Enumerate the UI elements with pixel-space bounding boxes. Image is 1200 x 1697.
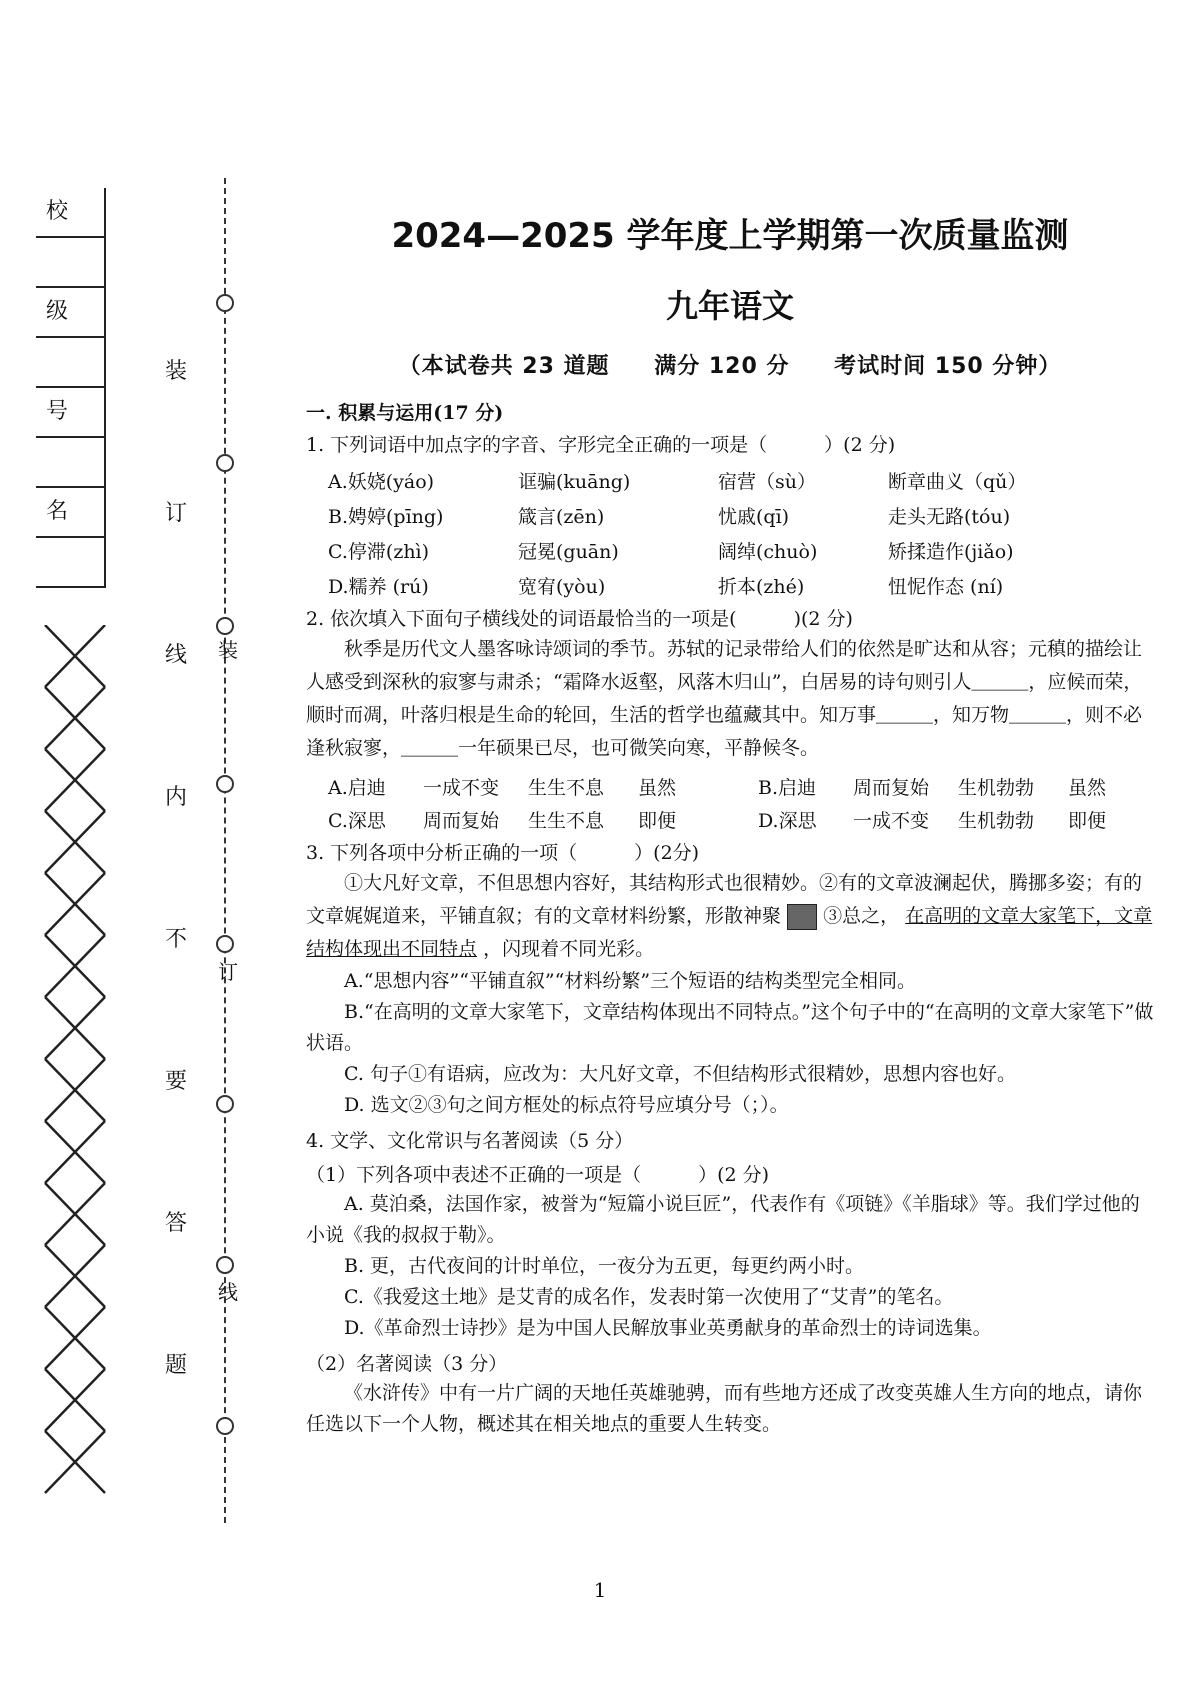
info-blank-cell <box>36 438 104 488</box>
question-1-options <box>328 467 1154 599</box>
student-info-table <box>36 188 106 588</box>
question-2-options <box>328 773 1154 833</box>
q3-underlined-sentence: 在高明的文章大家笔下，文章结构体现出不同特点 <box>306 905 1153 960</box>
exam-info <box>306 349 1154 380</box>
binding-dashed-line <box>224 178 226 1523</box>
question-2-stem: 2. 依次填入下面句子横线处的词语最恰当的一项是( )(2 分) <box>306 608 853 630</box>
binding-word: 题 <box>165 1353 188 1378</box>
q2-option: 虽然 <box>1068 777 1107 799</box>
info-blank-cell <box>36 538 104 588</box>
binding-hole-circle <box>216 935 234 953</box>
q1-option: 矫揉造作(jiǎo) <box>888 541 1014 563</box>
q2-option: B.启迪 <box>758 777 817 799</box>
binding-word: 答 <box>165 1211 188 1236</box>
q2-option: 生机勃勃 <box>958 810 1035 832</box>
q2-option: 一成不变 <box>423 777 500 799</box>
q1-option: 阔绰(chuò) <box>718 541 818 563</box>
q4-option-a: A. 莫泊桑，法国作家，被誉为“短篇小说巨匠”，代表作有《项链》《羊脂球》等。我们学过他的小说《我的叔叔于勒》。 <box>306 1193 1140 1246</box>
question-4-sub1: （1）下列各项中表述不正确的一项是（ ）(2 分) <box>306 1164 770 1186</box>
q2-option: 周而复始 <box>423 810 500 832</box>
info-blank-cell <box>36 238 104 288</box>
q3-passage-part: ③总之， <box>823 905 900 927</box>
q3-option-c: C. 句子①有语病，应改为：大凡好文章，不但结构形式很精妙，思想内容也好。 <box>344 1063 1016 1085</box>
q2-option: 即便 <box>638 810 677 832</box>
binding-word: 订 <box>165 501 188 526</box>
q3-option-d: D. 选文②③句之间方框处的标点符号应填分号（；）。 <box>344 1094 789 1116</box>
binding-hole-circle <box>216 1095 234 1113</box>
q2-option: 生生不息 <box>528 810 605 832</box>
q2-option: D.深思 <box>758 810 817 832</box>
q2-option: 虽然 <box>638 777 677 799</box>
punctuation-blank-box <box>787 904 817 930</box>
binding-crosshatch-pattern <box>40 625 110 1505</box>
binding-hole-circle <box>216 294 234 312</box>
binding-word: 装 <box>165 359 188 384</box>
question-3-stem: 3. 下列各项中分析正确的一项（ ）(2分) <box>306 842 700 864</box>
binding-hole-circle <box>216 1417 234 1435</box>
q2-option: 即便 <box>1068 810 1107 832</box>
info-blank-cell <box>36 338 104 388</box>
exam-content <box>306 208 1154 1440</box>
binding-word: 内 <box>165 785 188 810</box>
q3-option-b: B.“在高明的文章大家笔下，文章结构体现出不同特点。”这个句子中的“在高明的文章大家笔下”做状语。 <box>306 1001 1154 1054</box>
q1-option: 忧戚(qī) <box>718 506 790 528</box>
exam-time-limit: 考试时间 150 分钟） <box>834 354 1062 379</box>
q1-option: B.娉婷(pīng) <box>328 506 444 528</box>
page-number: 1 <box>593 1578 607 1602</box>
binding-word: 不 <box>165 927 188 952</box>
exam-subject: 九年语文 <box>665 287 794 325</box>
binding-word: 线 <box>165 643 188 668</box>
q4-sub2-text: 《水浒传》中有一片广阔的天地任英雄驰骋，而有些地方还成了改变英雄人生方向的地点，请你任选以下一个人物，概述其在相关地点的重要人生转变。 <box>306 1382 1143 1435</box>
question-4-stem: 4. 文学、文化常识与名著阅读（5 分） <box>306 1130 634 1152</box>
q3-passage-part: ，闪现着不同光彩。 <box>483 938 655 960</box>
q1-option: 箴言(zēn) <box>518 506 605 528</box>
info-name-label: 名 <box>36 488 104 538</box>
q3-option-a: A.“思想内容”“平铺直叙”“材料纷繁”三个短语的结构类型完全相同。 <box>344 970 917 992</box>
q1-option: 宿营（sù） <box>718 471 816 493</box>
q1-option: 诓骗(kuāng) <box>518 471 631 493</box>
question-2-passage: 秋季是历代文人墨客咏诗颂词的季节。苏轼的记录带给人们的依然是旷达和从容；元稹的描绘让人感受到深秋的寂寥与肃杀；“霜降水返壑，风落木归山”，白居易的诗句则引人＿＿＿，应候而荣，顺时而凋，叶落归根是生命的轮回，生活的哲学也蕴藏其中。知万事＿＿＿，知万物＿＿＿，则不必逢秋寂寥，＿＿＿一年硕果已尽，也可微笑向寒，平静候冬。 <box>306 638 1143 759</box>
q1-option: C.停滞(zhì) <box>328 541 430 563</box>
binding-hole-circle <box>216 1256 234 1274</box>
q3-passage-part: ①大凡好文章，不但思想内容好，其结构形式也很精妙。②有的文章波澜起伏，腾挪多姿；有的文章娓娓道来，平铺直叙；有的文章材料纷繁，形散神聚 <box>306 872 1143 927</box>
exam-question-count: （本试卷共 23 道题 <box>398 354 610 379</box>
binding-hole-circle <box>216 775 234 793</box>
binding-line-mark: 订 <box>218 960 238 984</box>
q4-option-d: D.《革命烈士诗抄》是为中国人民解放事业英勇献身的革命烈士的诗词选集。 <box>344 1317 992 1339</box>
q1-option: 折本(zhé) <box>718 576 805 598</box>
exam-full-score: 满分 120 分 <box>654 354 790 379</box>
q1-option: 宽宥(yòu) <box>518 576 606 598</box>
binding-hole-circle <box>216 454 234 472</box>
q2-option: 周而复始 <box>853 777 930 799</box>
binding-line-mark: 装 <box>218 638 238 662</box>
binding-word: 要 <box>165 1069 188 1094</box>
q2-option: 生生不息 <box>528 777 605 799</box>
question-1-stem: 1. 下列词语中加点字的字音、字形完全正确的一项是（ ）(2 分) <box>306 434 896 456</box>
question-3-passage <box>306 867 1154 966</box>
info-number-label: 号 <box>36 388 104 438</box>
q1-option: 走头无路(tóu) <box>888 506 1011 528</box>
question-4-sub2: （2）名著阅读（3 分） <box>306 1353 508 1375</box>
info-class-label: 级 <box>36 288 104 338</box>
q4-option-b: B. 更，古代夜间的计时单位，一夜分为五更，每更约两小时。 <box>344 1255 865 1277</box>
q1-option: 断章曲义（qǔ） <box>888 471 1027 493</box>
q4-option-c: C.《我爱这土地》是艾青的成名作，发表时第一次使用了“艾青”的笔名。 <box>344 1286 954 1308</box>
q1-option: 忸怩作态 (ní) <box>888 576 1004 598</box>
binding-hole-circle <box>216 617 234 635</box>
q2-option: 一成不变 <box>853 810 930 832</box>
info-school-label: 校 <box>36 188 104 238</box>
exam-title: 2024—2025 学年度上学期第一次质量监测 <box>391 216 1069 256</box>
q1-option: A.妖娆(yáo) <box>328 471 435 493</box>
q2-option: A.启迪 <box>328 777 386 799</box>
section-heading: 一. 积累与运用(17 分) <box>306 402 504 424</box>
q2-option: C.深思 <box>328 810 386 832</box>
q1-option: 冠冕(guān) <box>518 541 619 563</box>
binding-line-mark: 线 <box>218 1280 238 1304</box>
q2-option: 生机勃勃 <box>958 777 1035 799</box>
q1-option: D.糯养 (rú) <box>328 576 429 598</box>
